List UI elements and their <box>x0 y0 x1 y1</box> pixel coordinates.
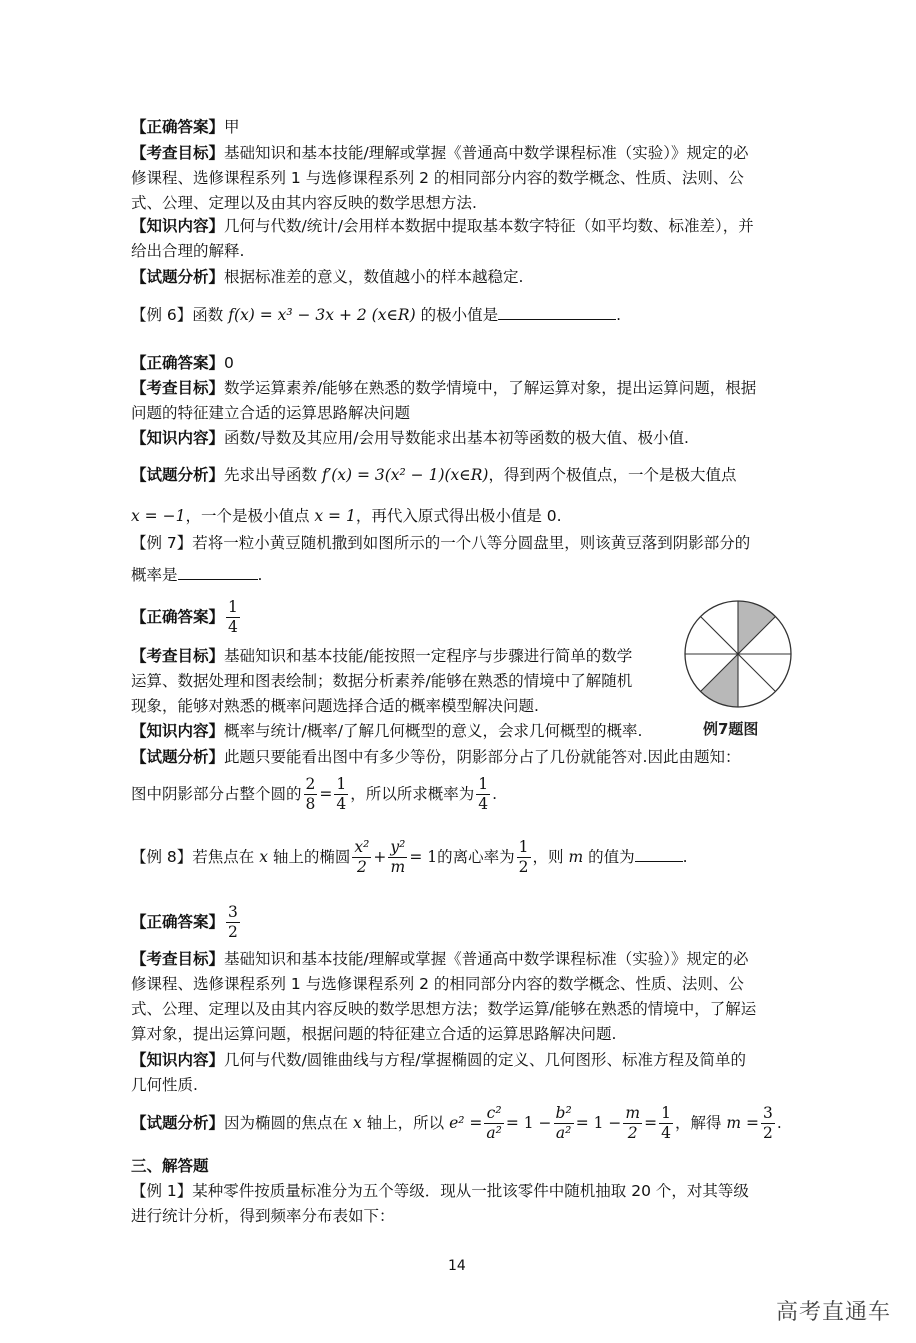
ex8-analysis-x: x <box>352 1114 362 1132</box>
ex8-m-var: m <box>568 848 584 866</box>
ex5-analysis <box>131 266 523 288</box>
ex7-analysis-text-b: ，所以所求概率为 <box>350 785 475 803</box>
octant-circle-figure <box>681 597 795 711</box>
ex6-answer <box>131 352 234 374</box>
ex7-figure-caption: 例7题图 <box>703 720 759 738</box>
numerator: 1 <box>336 775 347 793</box>
ex8-goal-line-4: 算对象，提出运算问题，根据问题的特征建立合适的运算思路解决问题. <box>131 1025 617 1043</box>
ex6-derivative: f′(x) = 3(x² − 1)(x∈R) <box>321 466 489 484</box>
ex7-question-end: . <box>257 566 263 584</box>
ex7-answer <box>131 598 242 637</box>
ex8-analysis-a: 因为椭圆的焦点在 <box>224 1114 353 1132</box>
ex5-answer-label: 【正确答案】 <box>131 118 225 136</box>
ex8-knowledge-text: 几何与代数/圆锥曲线与方程/掌握椭圆的定义、几何图形、标准方程及简单的 <box>224 1051 746 1069</box>
equals-2: = <box>644 1114 658 1132</box>
ex8-analysis-b: 轴上，所以 <box>361 1114 450 1132</box>
ex8-analysis-label: 【试题分析】 <box>131 1114 225 1132</box>
denominator: 4 <box>228 618 238 636</box>
ellipse-term-x <box>352 838 371 877</box>
fraction-1-4 <box>334 775 348 814</box>
ex6-answer-blank <box>498 317 616 320</box>
ex6-answer-label: 【正确答案】 <box>131 354 225 372</box>
numerator: 1 <box>518 838 529 856</box>
frac-1-4 <box>659 1104 673 1143</box>
ex7-goal-line-2: 运算、数据处理和图表绘制；数据分析素养/能够在熟悉的情境中了解随机 <box>131 672 633 690</box>
plus-sign: + <box>373 848 387 866</box>
ex8-question-a: 【例 8】若焦点在 <box>131 848 260 866</box>
ex5-goal-text-1: 基础知识和基本技能/理解或掌握《普通高中数学课程标准（实验）》规定的必 <box>224 144 749 162</box>
ex5-goal-label: 【考查目标】 <box>131 144 225 162</box>
m-equals: m = <box>726 1114 760 1132</box>
numerator: 1 <box>661 1104 671 1122</box>
ex7-analysis-line-1 <box>131 746 740 768</box>
ex7-goal-text: 基础知识和基本技能/能按照一定程序与步骤进行简单的数学 <box>224 647 633 665</box>
ex5-knowledge-text: 几何与代数/统计/会用样本数据中提取基本数字特征（如平均数、标准差），并 <box>224 217 754 235</box>
ex5-goal-line-2: 修课程、选修课程系列 1 与选修课程系列 2 的相同部分内容的数学概念、性质、法则、公 <box>131 169 744 187</box>
ex7-analysis-end: . <box>492 785 498 803</box>
ex8-goal-text: 基础知识和基本技能/理解或掌握《普通高中数学课程标准（实验）》规定的必 <box>224 950 749 968</box>
denominator: 2 <box>627 1124 638 1142</box>
denominator: 2 <box>763 1124 773 1142</box>
ex6-analysis-label: 【试题分析】 <box>131 466 225 484</box>
ex6-knowledge-text: 函数/导数及其应用/会用导数能求出基本初等函数的极大值、极小值. <box>224 429 689 447</box>
ex5-knowledge-line-1 <box>131 215 754 237</box>
ex6-question-prefix: 【例 6】函数 <box>131 306 229 324</box>
ex6-analysis-text-c: ，一个是极小值点 <box>185 507 315 525</box>
ex5-analysis-label: 【试题分析】 <box>131 268 225 286</box>
ex6-max-point: x = −1 <box>131 507 186 525</box>
ex7-question-line-2 <box>131 564 262 586</box>
ex6-answer-value: 0 <box>224 354 234 372</box>
ex8-answer-blank <box>635 859 683 862</box>
numerator: 2 <box>305 775 316 793</box>
ex7-answer-blank <box>178 577 258 580</box>
section-heading: 三、解答题 <box>131 1157 209 1175</box>
numerator: 3 <box>763 1104 773 1122</box>
equals-one: = 1 <box>409 848 438 866</box>
eccentricity-fraction <box>517 838 531 877</box>
shaded-sector-top <box>738 601 775 654</box>
section3-question-line-1: 【例 1】某种零件按质量标准分为五个等级．现从一批该零件中随机抽取 20 个，对其等级 <box>131 1182 749 1200</box>
ex5-answer-value: 甲 <box>224 118 240 136</box>
ex8-goal-line-2: 修课程、选修课程系列 1 与选修课程系列 2 的相同部分内容的数学概念、性质、法则、公 <box>131 975 744 993</box>
ex6-analysis-text-d: ，再代入原式得出极小值是 0. <box>355 507 562 525</box>
frac-3-2 <box>761 1104 775 1143</box>
ex6-knowledge <box>131 427 689 449</box>
ex8-question-e: 的值为 <box>583 848 635 866</box>
ex8-x-var: x <box>259 848 268 866</box>
denominator: a² <box>486 1124 502 1142</box>
frac-m-2 <box>623 1104 642 1143</box>
denominator: a² <box>555 1124 572 1142</box>
ex7-analysis-text: 此题只要能看出图中有多少等份，阴影部分占了几份就能答对.因此由题知： <box>224 748 741 766</box>
ex6-goal-label: 【考查目标】 <box>131 379 225 397</box>
ex6-question-end: . <box>616 306 622 324</box>
denominator: 4 <box>336 795 347 813</box>
ex8-question-end: . <box>682 848 688 866</box>
ex5-answer <box>131 116 240 138</box>
ex8-question-d: ，则 <box>532 848 569 866</box>
ex7-knowledge <box>131 720 642 742</box>
ex7-goal-line-1 <box>131 645 632 667</box>
minus-1: = 1 − <box>505 1114 552 1132</box>
ex6-function: f(x) = x³ − 3x + 2 (x∈R) <box>228 306 416 324</box>
fraction-result <box>476 775 490 814</box>
numerator: 3 <box>228 903 238 921</box>
ex8-goal-line-3: 式、公理、定理以及由其内容反映的数学思想方法；数学运算/能够在熟悉的情境中，了解运 <box>131 1000 757 1018</box>
equals-sign: = <box>319 785 333 803</box>
denominator: 4 <box>661 1124 671 1142</box>
ex8-question-c: 的离心率为 <box>437 848 515 866</box>
watermark: 高考直通车 <box>776 1300 892 1325</box>
ex7-analysis-text-a: 图中阴影部分占整个圆的 <box>131 785 302 803</box>
ex6-analysis-line-2 <box>131 505 562 527</box>
ex8-knowledge-line-1 <box>131 1049 746 1071</box>
denominator: m <box>390 858 406 876</box>
ex6-question <box>131 304 621 326</box>
frac-b2-a2 <box>554 1104 574 1143</box>
ex7-analysis-line-2 <box>131 775 497 814</box>
ex7-answer-fraction <box>226 598 240 637</box>
ex8-answer-label: 【正确答案】 <box>131 913 225 931</box>
ex6-question-suffix: 的极小值是 <box>415 306 499 324</box>
ex8-knowledge-line-2: 几何性质. <box>131 1076 198 1094</box>
ex8-analysis-end: . <box>776 1114 782 1132</box>
page-number: 14 <box>448 1258 466 1274</box>
shaded-sector-bottom <box>701 654 738 707</box>
numerator: x² <box>354 838 370 856</box>
ex5-goal-line-1 <box>131 142 749 164</box>
ex7-goal-line-3: 现象，能够对熟悉的概率问题选择合适的概率模型解决问题. <box>131 697 539 715</box>
numerator: 1 <box>478 775 489 793</box>
ex7-knowledge-text: 概率与统计/概率/了解几何概型的意义，会求几何概型的概率. <box>224 722 643 740</box>
ex8-answer <box>131 903 242 942</box>
ellipse-term-y <box>388 838 407 877</box>
frac-c2-a2 <box>484 1104 503 1143</box>
ex5-goal-line-3: 式、公理、定理以及由其内容反映的数学思想方法. <box>131 194 477 212</box>
ex6-min-point: x = 1 <box>314 507 356 525</box>
ex7-answer-label: 【正确答案】 <box>131 608 225 626</box>
numerator: m <box>625 1104 641 1122</box>
ex8-question-b: 轴上的椭圆 <box>267 848 351 866</box>
ex7-question-text: 概率是 <box>131 566 178 584</box>
ex6-analysis-text-a: 先求出导函数 <box>224 466 322 484</box>
e-squared: e² = <box>449 1114 483 1132</box>
ex5-analysis-text: 根据标准差的意义，数值越小的样本越稳定. <box>224 268 524 286</box>
ex7-goal-label: 【考查目标】 <box>131 647 225 665</box>
numerator: c² <box>484 1104 503 1124</box>
ex6-goal-text: 数学运算素养/能够在熟悉的数学情境中，了解运算对象，提出运算问题，根据 <box>224 379 757 397</box>
ex6-analysis-text-b: ，得到两个极值点，一个是极大值点 <box>488 466 737 484</box>
ex6-analysis-line-1 <box>131 464 737 486</box>
numerator: 1 <box>228 598 238 616</box>
fraction-2-8 <box>304 775 318 814</box>
ex8-answer-fraction <box>226 903 240 942</box>
ex8-analysis <box>131 1104 782 1143</box>
ex8-question <box>131 838 688 877</box>
ex8-analysis-c: ，解得 <box>674 1114 727 1132</box>
ex7-analysis-label: 【试题分析】 <box>131 748 225 766</box>
numerator: b² <box>555 1104 572 1122</box>
ex5-knowledge-line-2: 给出合理的解释. <box>131 242 245 260</box>
ex8-goal-label: 【考查目标】 <box>131 950 225 968</box>
denominator: 2 <box>356 858 367 876</box>
ex6-goal-line-2: 问题的特征建立合适的运算思路解决问题 <box>131 404 411 422</box>
minus-2: = 1 − <box>575 1114 622 1132</box>
ex5-knowledge-label: 【知识内容】 <box>131 217 225 235</box>
denominator: 8 <box>305 795 316 813</box>
denominator: 2 <box>518 858 529 876</box>
denominator: 2 <box>228 923 238 941</box>
ex8-goal-line-1 <box>131 948 749 970</box>
ex7-knowledge-label: 【知识内容】 <box>131 722 225 740</box>
ex7-question-line-1: 【例 7】若将一粒小黄豆随机撒到如图所示的一个八等分圆盘里，则该黄豆落到阴影部分的 <box>131 534 751 552</box>
ex6-knowledge-label: 【知识内容】 <box>131 429 225 447</box>
ex8-knowledge-label: 【知识内容】 <box>131 1051 225 1069</box>
section3-question-line-2: 进行统计分析，得到频率分布表如下： <box>131 1207 395 1225</box>
ex6-goal-line-1 <box>131 377 756 399</box>
denominator: 4 <box>478 795 489 813</box>
numerator: y² <box>390 838 406 856</box>
